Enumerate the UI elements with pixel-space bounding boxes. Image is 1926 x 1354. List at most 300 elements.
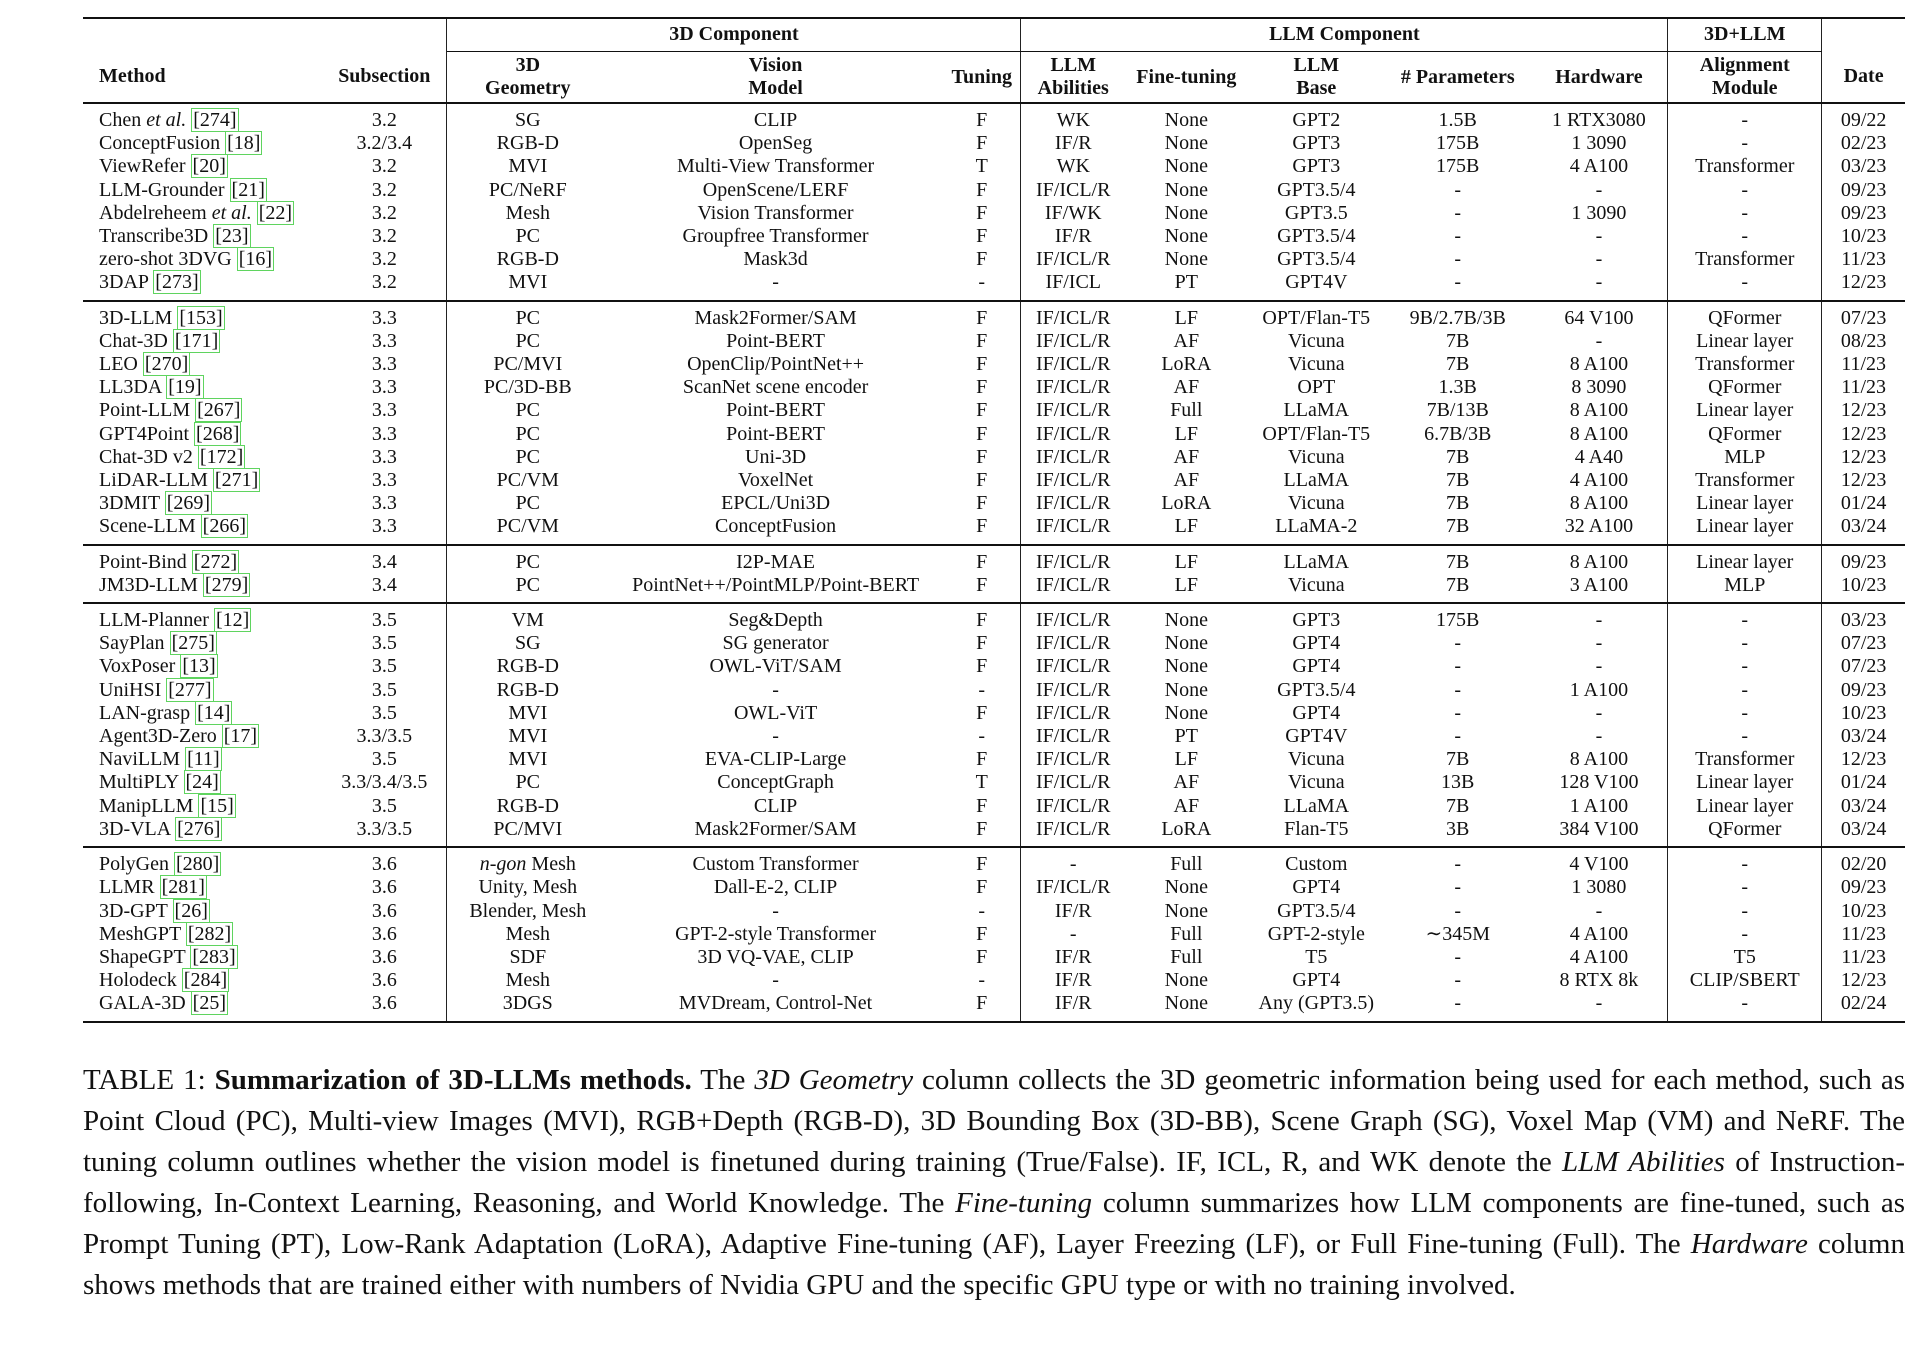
tuning-cell: F [943,225,1021,248]
alignment-cell: Linear layer [1668,399,1822,422]
citation-link[interactable]: [24] [185,771,219,794]
col-llm-abilities: LLM Abilities [1037,54,1109,99]
parameters-cell: 175B [1436,155,1480,178]
table-head [83,18,1905,103]
method-cell: MultiPLY [24] [99,771,219,794]
col-vision-model: Vision Model [748,54,803,99]
geometry-cell: PC [515,329,541,352]
hardware-cell: 4 A100 [1531,469,1668,492]
geometry-cell: PC [515,445,541,468]
alignment-cell: - [1668,702,1822,725]
fine-tuning-cell: AF [1173,376,1200,399]
abilities-cell: IF/R [1021,992,1125,1021]
llm-base-cell: GPT3.5/4 [1277,178,1356,201]
col-alignment-module: Alignment Module [1668,52,1822,104]
method-cell: Point-Bind [272] [83,545,322,574]
table-row [83,876,1905,899]
alignment-cell: - [1668,103,1822,132]
llm-base-cell: GPT4V [1285,725,1348,748]
fine-tuning-cell: AF [1173,771,1200,794]
abilities-cell: IF/ICL/R [1036,353,1111,376]
method-cell: GALA-3D [25] [83,992,322,1021]
table-row [83,795,1905,818]
citation-link[interactable]: [280] [176,853,220,876]
geometry-cell: PC [515,573,541,596]
subsection-cell: 3.6 [322,847,447,876]
alignment-cell: Linear layer [1668,330,1822,353]
fine-tuning-cell: None [1164,155,1208,178]
method-cell: LL3DA [19] [99,376,202,399]
table-row [83,574,1905,603]
method-cell: Chat-3D [171] [99,329,219,352]
abilities-cell: IF/R [1054,132,1092,155]
citation-link[interactable]: [13] [182,655,216,678]
abilities-cell: IF/ICL/R [1036,701,1111,724]
subsection-cell: 3.2 [322,202,447,225]
parameters-cell: 7B [1446,353,1470,376]
geometry-cell: PC [515,422,541,445]
citation-link[interactable]: [279] [204,573,249,596]
vision-model-cell: 3D VQ-VAE, CLIP [697,945,854,968]
method-cell: LLM-Grounder [21] [99,178,265,201]
alignment-cell: - [1668,847,1822,876]
tuning-cell: F [943,876,1021,899]
date-cell: 03/24 [1840,817,1887,840]
subsection-cell: 3.4 [322,545,447,574]
geometry-cell: Mesh [505,969,551,992]
subsection-cell: 3.4 [322,574,447,603]
fine-tuning-cell: LoRA [1161,492,1212,515]
subsection-cell: 3.2 [322,248,447,271]
date-cell: 10/23 [1840,573,1887,596]
table-row [83,469,1905,492]
tuning-cell: F [943,603,1021,632]
tuning-cell: F [943,818,1021,847]
abilities-cell: IF/ICL/R [1036,492,1111,515]
alignment-cell: - [1668,655,1822,678]
vision-model-cell: Dall-E-2, CLIP [713,876,838,899]
hardware-cell: 4 A100 [1531,155,1668,178]
tuning-cell: F [943,399,1021,422]
parameters-cell: - [1454,225,1462,248]
abilities-cell: IF/ICL/R [1036,817,1111,840]
method-cell: VoxPoser [13] [99,655,216,678]
citation-link[interactable]: [23] [215,225,249,248]
fine-tuning-cell: LF [1174,573,1198,596]
vision-model-cell: Vision Transformer [697,201,854,224]
abilities-cell: IF/ICL/R [1036,725,1111,748]
parameters-cell: 7B [1385,545,1531,574]
citation-link[interactable]: [277] [168,678,212,701]
table-row [83,301,1905,330]
method-cell: PolyGen [280] [83,847,322,876]
parameters-cell: 7B [1446,794,1470,817]
table-row [83,248,1905,271]
alignment-cell: - [1668,179,1822,202]
tuning-cell: - [943,271,1021,300]
tuning-cell: F [943,330,1021,353]
table-row [83,103,1905,132]
llm-base-cell: GPT4V [1285,271,1348,294]
citation-link[interactable]: [269] [166,492,211,515]
subsection-cell: 3.5 [322,632,447,655]
fine-tuning-cell: AF [1173,469,1200,492]
abilities-cell: IF/R [1054,945,1092,968]
vision-model-cell: Multi-View Transformer [677,155,875,178]
abilities-cell: IF/ICL/R [1021,301,1125,330]
fine-tuning-cell: LF [1174,422,1198,445]
hardware-cell: 4 V100 [1531,847,1668,876]
subsection-cell: 3.6 [322,992,447,1021]
subsection-cell: 3.2 [322,155,447,178]
citation-link[interactable]: [276] [177,817,221,840]
geometry-cell: PC [515,399,541,422]
citation-link[interactable]: [20] [192,155,226,178]
alignment-cell: - [1668,679,1822,702]
abilities-cell: IF/ICL/R [1021,545,1125,574]
subsection-cell: 3.3 [322,376,447,399]
citation-link[interactable]: [171] [174,329,219,352]
parameters-cell: 7B [1446,329,1470,352]
parameters-cell: 1.3B [1438,376,1477,399]
citation-link[interactable]: [153] [179,306,223,329]
date-cell: 03/24 [1840,725,1887,748]
alignment-cell: - [1668,132,1822,155]
date-cell: 02/24 [1822,992,1905,1021]
subsection-cell: 3.3 [322,492,447,515]
citation-link[interactable]: [17] [223,725,258,748]
parameters-cell: 6.7B/3B [1424,422,1492,445]
vision-model-cell: OWL-ViT/SAM [709,655,842,678]
table-row [83,702,1905,725]
fine-tuning-cell: None [1125,603,1248,632]
method-cell: NaviLLM [11] [99,748,220,771]
geometry-cell: MVI [508,748,548,771]
citation-link[interactable]: [16] [238,248,273,271]
parameters-cell: 175B [1385,603,1531,632]
fine-tuning-cell: LF [1174,748,1198,771]
subsection-cell: 3.3/3.4/3.5 [322,771,447,794]
tuning-cell: F [943,179,1021,202]
fine-tuning-cell: AF [1173,329,1200,352]
fine-tuning-cell: None [1164,109,1208,131]
vision-model-cell: - [772,678,779,701]
col-tuning: Tuning [943,52,1021,104]
citation-link[interactable]: [11] [187,748,220,771]
table-row [83,603,1905,632]
citation-link[interactable]: [19] [168,376,202,399]
table-row [83,992,1905,1021]
citation-link[interactable]: [26] [174,899,208,922]
method-cell: LEO [270] [99,353,189,376]
subsection-cell: 3.5 [322,795,447,818]
fine-tuning-cell: None [1164,178,1208,201]
col-3d-geometry: 3D Geometry [485,54,571,99]
date-cell: 09/23 [1822,545,1905,574]
table-row [83,771,1905,794]
date-cell: 10/23 [1840,225,1887,248]
alignment-cell: T5 [1668,946,1822,969]
citation-link[interactable]: [274] [193,109,237,131]
fine-tuning-cell: LoRA [1161,353,1212,376]
vision-model-cell: EVA-CLIP-Large [704,748,847,771]
vision-model-cell: CLIP [753,794,798,817]
fine-tuning-cell: None [1164,132,1208,155]
fine-tuning-cell: PT [1174,725,1198,748]
citation-link[interactable]: [273] [155,271,199,294]
citation-link[interactable]: [14] [197,701,231,724]
table-row [83,655,1905,678]
method-cell: zero-shot 3DVG [16] [99,248,273,271]
date-cell: 07/23 [1822,301,1905,330]
tuning-cell: - [943,969,1021,992]
geometry-cell: SG [515,632,541,655]
hardware-cell: 8 RTX 8k [1531,969,1668,992]
fine-tuning-cell: None [1164,876,1208,899]
subsection-cell: 3.3/3.5 [322,725,447,748]
hardware-cell: - [1531,702,1668,725]
geometry-cell: PC/MVI [493,353,563,376]
parameters-cell: 7B [1446,748,1470,771]
table-wrapper [83,17,1905,1023]
hardware-cell: - [1531,725,1668,748]
date-cell: 01/24 [1840,771,1887,794]
table-row [83,202,1905,225]
column-header-row [83,52,1905,104]
alignment-cell: Linear layer [1668,545,1822,574]
citation-link[interactable]: [21] [231,178,265,201]
alignment-cell: CLIP/SBERT [1668,969,1822,992]
geometry-cell: Blender, Mesh [469,899,587,922]
llm-base-cell: Vicuna [1288,492,1345,515]
citation-link[interactable]: [267] [197,399,241,422]
table-row [83,946,1905,969]
method-cell: Chat-3D v2 [172] [99,445,244,468]
fine-tuning-cell: None [1164,899,1208,922]
geometry-cell: RGB-D [496,132,559,155]
vision-model-cell: I2P-MAE [608,545,943,574]
alignment-cell: - [1668,900,1822,923]
table-group [83,603,1905,847]
vision-model-cell: MVDream, Control-Net [608,992,943,1021]
llm-base-cell: GPT4 [1292,701,1341,724]
table-row [83,271,1905,300]
geometry-cell: PC/MVI [493,817,563,840]
abilities-cell: WK [1056,109,1090,131]
hardware-cell: 1 A100 [1531,795,1668,818]
subsection-cell: 3.3 [322,423,447,446]
llm-base-cell: GPT3.5/4 [1277,225,1356,248]
abilities-cell: IF/ICL/R [1036,248,1111,271]
method-cell: 3D-GPT [26] [99,899,208,922]
alignment-cell: MLP [1668,446,1822,469]
date-cell: 03/23 [1840,155,1887,178]
citation-link[interactable]: [282] [187,922,232,945]
geometry-cell: MVI [508,155,548,178]
abilities-cell: IF/ICL/R [1036,876,1111,899]
geometry-cell: PC/NeRF [488,178,567,201]
vision-model-cell: Seg&Depth [608,603,943,632]
abilities-cell: IF/R [1054,899,1092,922]
subsection-cell: 3.3 [322,515,447,544]
llm-base-cell: Flan-T5 [1284,817,1349,840]
vision-model-cell: ConceptFusion [715,515,837,538]
tuning-cell: F [943,632,1021,655]
date-cell: 03/23 [1822,603,1905,632]
citation-link[interactable]: [281] [161,876,205,899]
subsection-cell: 3.6 [322,876,447,899]
vision-model-cell: OpenClip/PointNet++ [687,353,865,376]
hardware-cell: 384 V100 [1531,818,1668,847]
llm-base-cell: GPT4 [1292,876,1341,899]
tuning-cell: F [943,992,1021,1021]
hardware-cell: - [1531,248,1668,271]
vision-model-cell: OpenScene/LERF [702,178,849,201]
abilities-cell: IF/WK [1044,201,1102,224]
fine-tuning-cell: PT [1174,271,1198,294]
abilities-cell: - [1069,922,1077,945]
vision-model-cell: Point-BERT [726,399,825,422]
citation-link[interactable]: [172] [199,445,244,468]
parameters-cell: 1.5B [1438,109,1477,131]
parameters-cell: 9B/2.7B/3B [1385,301,1531,330]
fine-tuning-cell: None [1164,655,1208,678]
abilities-cell: IF/ICL [1045,271,1101,294]
alignment-cell: - [1668,632,1822,655]
vision-model-cell: Point-BERT [726,422,825,445]
citation-link[interactable]: [283] [192,945,236,968]
group-3d-component: 3D Component [447,18,1021,52]
hardware-cell: 1 3090 [1531,132,1668,155]
llm-base-cell: GPT4 [1292,632,1341,655]
tuning-cell: F [943,132,1021,155]
group-3d-llm: 3D+LLM [1668,18,1822,52]
vision-model-cell: VoxelNet [737,469,814,492]
table-row [83,923,1905,946]
subsection-cell: 3.2 [322,179,447,202]
llm-base-cell: GPT2 [1292,109,1341,131]
fine-tuning-cell: LF [1125,545,1248,574]
citation-link[interactable]: [12] [215,609,250,632]
geometry-cell: SG [515,109,541,131]
tuning-cell: T [943,771,1021,794]
llm-base-cell: Vicuna [1288,771,1345,794]
abilities-cell: IF/ICL/R [1036,771,1111,794]
parameters-cell: - [1454,178,1462,201]
parameters-cell: - [1454,678,1462,701]
abilities-cell: IF/ICL/R [1036,515,1111,538]
hardware-cell: 1 A100 [1531,679,1668,702]
subsection-cell: 3.5 [322,702,447,725]
citation-link[interactable]: [15] [200,794,234,817]
table-group [83,301,1905,545]
fine-tuning-cell: Full [1170,922,1203,945]
citation-link[interactable]: [268] [196,422,240,445]
citation-link[interactable]: [275] [171,632,215,655]
caption-label: TABLE 1: [83,1064,215,1096]
method-cell: 3D-VLA [276] [99,817,221,840]
geometry-cell: Unity, Mesh [478,876,578,899]
llm-base-cell: Vicuna [1288,353,1345,376]
subsection-cell: 3.2 [322,271,447,300]
llm-base-cell: OPT/Flan-T5 [1262,422,1371,445]
subsection-cell: 3.6 [322,946,447,969]
abilities-cell: IF/ICL/R [1036,794,1111,817]
geometry-cell: RGB-D [496,794,559,817]
citation-link[interactable]: [271] [214,469,259,492]
hardware-cell: - [1531,330,1668,353]
fine-tuning-cell: AF [1173,794,1200,817]
parameters-cell: - [1454,701,1462,724]
date-cell: 12/23 [1840,469,1887,492]
citation-link[interactable]: [18] [227,132,261,155]
llm-base-cell: LLaMA-2 [1275,515,1358,538]
citation-link[interactable]: [266] [202,515,246,538]
col-subsection: Subsection [322,52,447,104]
table-row [83,545,1905,574]
table-row [83,847,1905,876]
table-group [83,545,1905,603]
vision-model-cell: Point-BERT [726,329,825,352]
parameters-cell: 7B [1446,515,1470,538]
date-cell: 01/24 [1840,492,1887,515]
subsection-cell: 3.2 [322,225,447,248]
subsection-cell: 3.3 [322,446,447,469]
parameters-cell: 3B [1446,817,1470,840]
subsection-cell: 3.3 [322,399,447,422]
alignment-cell: - [1668,923,1822,946]
citation-link[interactable]: [270] [144,353,189,376]
citation-link[interactable]: [272] [193,550,238,573]
date-cell: 11/23 [1841,945,1887,968]
hardware-cell: 1 3090 [1531,202,1668,225]
alignment-cell: QFormer [1668,423,1822,446]
table-row [83,969,1905,992]
llm-base-cell: Vicuna [1288,573,1345,596]
vision-model-cell: SG generator [722,632,829,655]
geometry-cell: VM [447,603,608,632]
parameters-cell: - [1454,899,1462,922]
abilities-cell: IF/ICL/R [1036,329,1111,352]
method-cell: ViewRefer [20] [99,155,226,178]
subsection-cell: 3.3/3.5 [322,818,447,847]
date-cell: 09/23 [1840,178,1887,201]
table-group [83,103,1905,301]
vision-model-cell: Mask3d [743,248,808,271]
alignment-cell: QFormer [1668,818,1822,847]
llm-base-cell: GPT3 [1248,603,1385,632]
tuning-cell: - [943,725,1021,748]
hardware-cell: 1 3080 [1531,876,1668,899]
tuning-cell: F [943,376,1021,399]
citation-link[interactable]: [22] [258,201,293,224]
date-cell: 02/20 [1822,847,1905,876]
citation-link[interactable]: [25] [192,992,226,1015]
date-cell: 09/23 [1840,201,1887,224]
hardware-cell: 8 A100 [1531,748,1668,771]
method-cell: MeshGPT [282] [99,922,232,945]
geometry-cell: MVI [508,701,548,724]
fine-tuning-cell: None [1125,992,1248,1021]
hardware-cell: 8 A100 [1531,353,1668,376]
table-row [83,132,1905,155]
subsection-cell: 3.3 [322,353,447,376]
citation-link[interactable]: [284] [183,969,228,992]
alignment-cell: - [1668,992,1822,1021]
subsection-cell: 3.5 [322,679,447,702]
tuning-cell: F [943,423,1021,446]
method-cell: Transcribe3D [23] [99,225,249,248]
